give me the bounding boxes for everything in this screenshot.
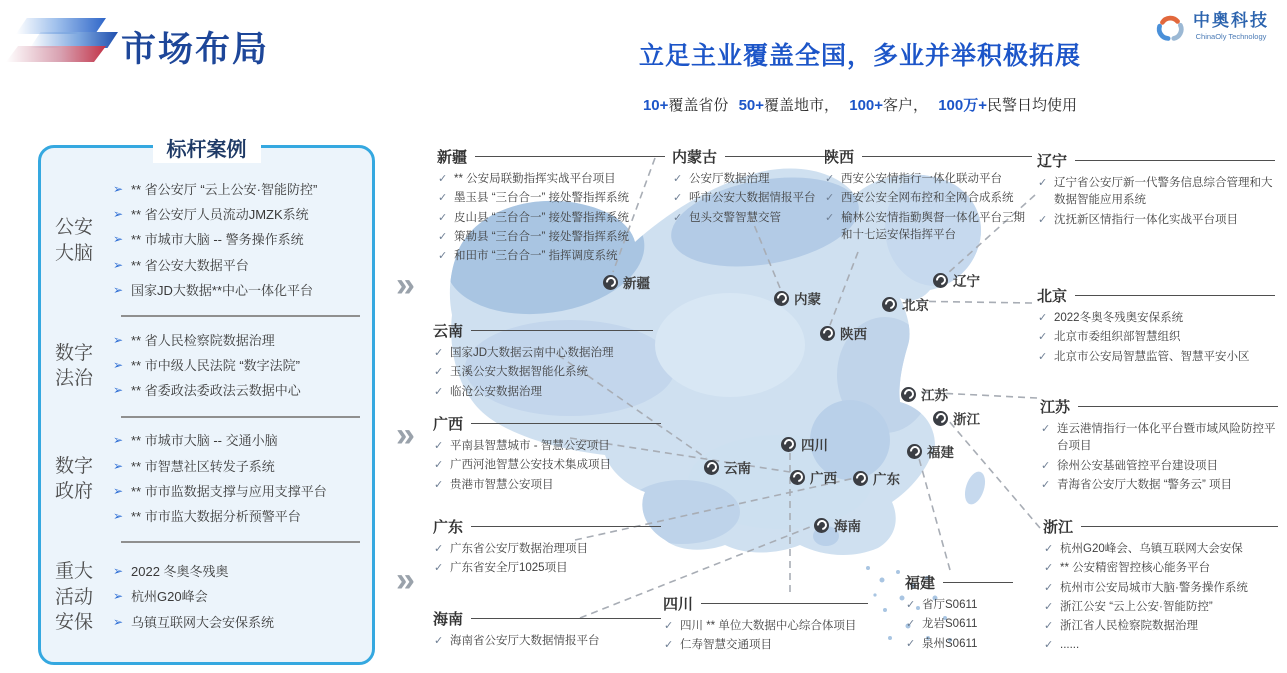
project-item: ✓ 包头交警智慧交管 (672, 210, 834, 227)
check-icon: ✓ (1044, 600, 1054, 613)
check-icon: ✓ (1041, 459, 1051, 472)
region-hainan: 海南 ✓ 海南省公安厅大数据情报平台 (433, 608, 661, 650)
arrow-bullet-icon: ➢ (113, 458, 124, 473)
region-yunnan: 云南 ✓ 国家JD大数据云南中心数据治理 ✓ 玉溪公安大数据智能化系统 ✓ 临沧公安数据治理 (433, 320, 653, 401)
arrow-bullet-icon: ➢ (113, 509, 124, 524)
check-icon: ✓ (825, 211, 835, 224)
arrow-bullet-icon: ➢ (113, 181, 124, 196)
check-icon: ✓ (1041, 423, 1051, 435)
project-item: ✓ 海南省公安厅大数据情报平台 (433, 633, 661, 650)
check-icon: ✓ (1038, 312, 1048, 324)
check-icon: ✓ (906, 618, 916, 631)
page-title: 市场布局 (121, 30, 270, 69)
list-item: ➢ ** 省公安大数据平台 (113, 257, 249, 273)
arrow-bullet-icon: ➢ (113, 332, 124, 347)
pin-icon (882, 297, 897, 312)
category-public-security-brain: 公安大脑 ➢ ** 省公安厅 “云上公安·智能防控” ➢ ** 省公安厅人员流动JMZK系统 ➢ ** 市城市大脑 -- 警务操作系统 ➢ ** 省公安大数据平台 ➢ 国家JD大数据**中心一体化平台 (55, 182, 362, 299)
check-icon: ✓ (664, 620, 674, 632)
arrow-bullet-icon: ➢ (113, 383, 124, 398)
list-item: ➢ ** 市城市大脑 -- 交通小脑 (113, 433, 278, 449)
chevron-right-icon: » (396, 416, 415, 454)
header-center (420, 36, 1287, 115)
check-icon: ✓ (1044, 562, 1054, 575)
check-icon: ✓ (434, 366, 444, 379)
map-pin-shaanxi: 陕西 (820, 323, 867, 343)
chevron-right-icon: » (396, 266, 415, 304)
region-zhejiang: 浙江 ✓ 杭州G20峰会、乌镇互联网大会安保 ✓ ** 公安精密智控核心能务平台 ✓ 杭州市公安局城市大脑·警务操作系统 ✓ 浙江公安 “云上公安·智能防控” ✓ 浙江省人民检察院数据治理 ✓ ...... (1043, 516, 1278, 655)
project-item: ✓ 策勒县 “三台合一” 接处警指挥系统 (437, 229, 665, 246)
benchmark-cases-panel (38, 139, 375, 665)
check-icon: ✓ (1041, 478, 1051, 491)
check-icon: ✓ (434, 562, 444, 575)
project-item: ✓ 徐州公安基础管控平台建设项目 (1040, 458, 1278, 475)
project-item: ✓ 西安公安情指行一体化联动平台 (824, 171, 1032, 188)
check-icon: ✓ (1038, 350, 1048, 363)
divider (121, 416, 360, 418)
map-pin-hainan: 海南 (814, 515, 861, 535)
list-item: ➢ ** 省委政法委政法云数据中心 (113, 383, 301, 399)
region-liaoning: 辽宁 ✓ 辽宁省公安厅新一代警务信息综合管理和大数据智能应用系统 ✓ 沈抚新区情指行一体化实战平台项目 (1037, 150, 1275, 229)
list-item: ➢ ** 市城市大脑 -- 警务操作系统 (113, 232, 304, 248)
check-icon: ✓ (434, 478, 444, 491)
taiwan-island (961, 469, 989, 507)
arrow-bullet-icon: ➢ (113, 564, 124, 579)
project-item: ✓ ** 公安局联勤指挥实战平台项目 (437, 171, 665, 188)
list-item: ➢ ** 省公安厅人员流动JMZK系统 (113, 207, 309, 223)
project-item: ✓ ** 公安精密智控核心能务平台 (1043, 560, 1278, 577)
divider (121, 541, 360, 543)
pin-icon (933, 411, 948, 426)
project-item: ✓ 仁寿智慧交通项目 (663, 637, 868, 654)
project-item: ✓ 和田市 “三台合一” 指挥调度系统 (437, 248, 665, 265)
check-icon: ✓ (434, 385, 444, 398)
project-item: ✓ 临沧公安数据治理 (433, 384, 653, 401)
map-pin-sichuan: 四川 (781, 434, 828, 454)
category-major-event-security: 重大活动安保 ➢ 2022 冬奥冬残奥 ➢ 杭州G20峰会 ➢ 乌镇互联网大会安保系统 (55, 559, 362, 636)
project-item: ✓ 广西河池智慧公安技术集成项目 (433, 457, 661, 474)
category-digital-rule-of-law: 数字法治 ➢ ** 省人民检察院数据治理 ➢ ** 市中级人民法院 “数字法院” ➢ ** 省委政法委政法云数据中心 (55, 333, 362, 400)
check-icon: ✓ (825, 173, 835, 185)
arrow-bullet-icon: ➢ (113, 483, 124, 498)
panel-title: 标杆案例 (153, 132, 261, 163)
project-item: ✓ 青海省公安厅大数据 “警务云” 项目 (1040, 477, 1278, 494)
list-item: ➢ ** 市市监数据支撑与应用支撑平台 (113, 483, 327, 499)
pin-icon (704, 460, 719, 475)
project-item: ✓ 省厅S0611 (905, 597, 1013, 614)
list-item: ➢ ** 省人民检察院数据治理 (113, 332, 275, 348)
project-item: ✓ 泉州S0611 (905, 636, 1013, 653)
arrow-bullet-icon: ➢ (113, 207, 124, 222)
brand-name: 中奥科技 (1193, 11, 1269, 30)
check-icon: ✓ (906, 599, 916, 611)
map-pin-liaoning: 辽宁 (933, 270, 980, 290)
project-item: ✓ 2022冬奥冬残奥安保系统 (1037, 310, 1275, 327)
map-pin-beijing: 北京 (882, 294, 929, 314)
region-sichuan: 四川 ✓ 四川 ** 单位大数据中心综合体项目 ✓ 仁寿智慧交通项目 (663, 593, 868, 655)
map-pin-jiangsu: 江苏 (901, 384, 948, 404)
check-icon: ✓ (438, 230, 448, 243)
check-icon: ✓ (434, 543, 444, 555)
pin-icon (853, 471, 868, 486)
region-jiangsu: 江苏 ✓ 连云港情指行一体化平台暨市域风险防控平台项目 ✓ 徐州公安基础管控平台建设项目 ✓ 青海省公安厅大数据 “警务云” 项目 (1040, 396, 1278, 494)
slide-logo-icon (6, 10, 116, 68)
pin-icon (901, 387, 916, 402)
list-item: ➢ ** 省公安厅 “云上公安·智能防控” (113, 181, 318, 197)
project-item: ✓ 榆林公安情指勤舆督一体化平台三期和十七运安保指挥平台 (825, 211, 1025, 241)
map-pin-zhejiang: 浙江 (933, 408, 980, 428)
region-fujian: 福建 ✓ 省厅S0611 ✓ 龙岩S0611 ✓ 泉州S0611 (905, 572, 1013, 653)
region-guangdong: 广东 ✓ 广东省公安厅数据治理项目 ✓ 广东省安全厅1025项目 (433, 516, 661, 578)
project-item: ✓ 皮山县 “三台合一” 接处警指挥系统 (437, 210, 665, 227)
map-pin-xinjiang: 新疆 (603, 272, 650, 292)
project-item: ✓ 浙江公安 “云上公安·智能防控” (1043, 599, 1278, 616)
project-item: ✓ 辽宁省公安厅新一代警务信息综合管理和大数据智能应用系统 (1038, 177, 1273, 207)
list-item: ➢ ** 市市监大数据分析预警平台 (113, 509, 301, 525)
check-icon: ✓ (673, 173, 683, 185)
pin-icon (820, 326, 835, 341)
check-icon: ✓ (434, 440, 444, 452)
headline: 立足主业覆盖全国，多业并举积极拓展 (638, 42, 1081, 70)
check-icon: ✓ (1038, 177, 1048, 189)
project-item: ✓ 杭州G20峰会、乌镇互联网大会安保 (1043, 541, 1278, 558)
project-item: ✓ 龙岩S0611 (905, 616, 1013, 633)
check-icon: ✓ (434, 459, 444, 472)
project-item: ✓ 北京市委组织部智慧组织 (1037, 329, 1275, 346)
check-icon: ✓ (1044, 639, 1054, 652)
project-item: ✓ 杭州市公安局城市大脑·警务操作系统 (1043, 580, 1278, 597)
list-item: ➢ 2022 冬奥冬残奥 (113, 564, 229, 580)
project-item: ✓ 北京市公安局智慧监管、智慧平安小区 (1037, 349, 1275, 366)
project-item: ✓ 平南县智慧城市 - 智慧公安项目 (433, 438, 661, 455)
project-item: ✓ 贵港市智慧公安项目 (433, 477, 661, 494)
check-icon: ✓ (664, 639, 674, 652)
brand-subtitle: ChinaOly Technology (1195, 31, 1267, 41)
tri-swirl-icon (1153, 12, 1187, 46)
project-item: ✓ 墨玉县 “三台合一” 接处警指挥系统 (437, 190, 665, 207)
arrow-bullet-icon: ➢ (113, 257, 124, 272)
project-item: ✓ 西安公安全网布控和全网合成系统 (824, 190, 1032, 207)
stats-line: 10+覆盖省份 50+覆盖地市， 100+客户， 100万+民警日均使用 (642, 97, 1078, 114)
arrow-bullet-icon: ➢ (113, 232, 124, 247)
company-logo (1153, 12, 1269, 46)
list-item: ➢ ** 市智慧社区转发子系统 (113, 458, 275, 474)
project-item: ✓ 沈抚新区情指行一体化实战平台项目 (1037, 212, 1275, 229)
check-icon: ✓ (438, 173, 448, 185)
list-item: ➢ 国家JD大数据**中心一体化平台 (113, 282, 314, 298)
check-icon: ✓ (1038, 331, 1048, 344)
divider (121, 315, 360, 317)
pin-icon (781, 437, 796, 452)
arrow-bullet-icon: ➢ (113, 614, 124, 629)
region-beijing: 北京 ✓ 2022冬奥冬残奥安保系统 ✓ 北京市委组织部智慧组织 ✓ 北京市公安局智慧监管、智慧平安小区 (1037, 285, 1275, 366)
pin-icon (603, 275, 618, 290)
pin-icon (814, 518, 829, 533)
pin-icon (790, 470, 805, 485)
project-item: ✓ 国家JD大数据云南中心数据治理 (433, 345, 653, 362)
pin-icon (933, 273, 948, 288)
project-item: ✓ 广东省安全厅1025项目 (433, 560, 661, 577)
region-neimenggu: 内蒙古 ✓ 公安厅数据治理 ✓ 呼市公安大数据情报平台 ✓ 包头交警智慧交管 (672, 146, 834, 227)
category-digital-government: 数字政府 ➢ ** 市城市大脑 -- 交通小脑 ➢ ** 市智慧社区转发子系统 ➢ ** 市市监数据支撑与应用支撑平台 ➢ ** 市市监大数据分析预警平台 (55, 433, 362, 525)
map-pin-neimeng: 内蒙 (774, 288, 821, 308)
arrow-bullet-icon: ➢ (113, 433, 124, 448)
pin-icon (774, 291, 789, 306)
project-item: ✓ 浙江省人民检察院数据治理 (1043, 618, 1278, 635)
check-icon: ✓ (673, 192, 683, 205)
project-item: ✓ 呼市公安大数据情报平台 (672, 190, 834, 207)
map-pin-guangxi: 广西 (790, 467, 837, 487)
project-item: ✓ 广东省公安厅数据治理项目 (433, 541, 661, 558)
region-shaanxi: 陕西 ✓ 西安公安情指行一体化联动平台 ✓ 西安公安全网布控和全网合成系统 ✓ 榆林公安情指勤舆督一体化平台三期和十七运安保指挥平台 (824, 146, 1032, 244)
map-pin-yunnan: 云南 (704, 457, 751, 477)
check-icon: ✓ (438, 211, 448, 224)
project-item: ✓ 玉溪公安大数据智能化系统 (433, 364, 653, 381)
check-icon: ✓ (1038, 213, 1048, 226)
arrow-bullet-icon: ➢ (113, 358, 124, 373)
arrow-bullet-icon: ➢ (113, 282, 124, 297)
map-pin-guangdong: 广东 (853, 468, 900, 488)
check-icon: ✓ (1044, 543, 1054, 555)
check-icon: ✓ (434, 347, 444, 359)
list-item: ➢ ** 市中级人民法院 “数字法院” (113, 358, 301, 374)
check-icon: ✓ (673, 211, 683, 224)
project-item: ✓ 公安厅数据治理 (672, 171, 834, 188)
map-pin-fujian: 福建 (907, 441, 954, 461)
check-icon: ✓ (906, 637, 916, 650)
project-item: ✓ 四川 ** 单位大数据中心综合体项目 (663, 618, 868, 635)
check-icon: ✓ (1044, 581, 1054, 594)
arrow-bullet-icon: ➢ (113, 589, 124, 604)
region-guangxi: 广西 ✓ 平南县智慧城市 - 智慧公安项目 ✓ 广西河池智慧公安技术集成项目 ✓ 贵港市智慧公安项目 (433, 413, 661, 494)
check-icon: ✓ (1044, 620, 1054, 632)
project-item: ✓ ...... (1043, 637, 1278, 654)
pin-icon (907, 444, 922, 459)
check-icon: ✓ (434, 635, 444, 647)
list-item: ➢ 乌镇互联网大会安保系统 (113, 614, 275, 630)
check-icon: ✓ (825, 192, 835, 205)
list-item: ➢ 杭州G20峰会 (113, 589, 208, 605)
project-item: ✓ 连云港情指行一体化平台暨市域风险防控平台项目 (1041, 423, 1276, 453)
region-xinjiang: 新疆 ✓ ** 公安局联勤指挥实战平台项目 ✓ 墨玉县 “三台合一” 接处警指挥系统 ✓ 皮山县 “三台合一” 接处警指挥系统 ✓ 策勒县 “三台合一” 接处警指挥系统 ✓ 和田市 “三台合一” 指挥调度系统 (437, 146, 665, 265)
check-icon: ✓ (438, 192, 448, 205)
chevron-right-icon: » (396, 561, 415, 599)
check-icon: ✓ (438, 250, 448, 262)
